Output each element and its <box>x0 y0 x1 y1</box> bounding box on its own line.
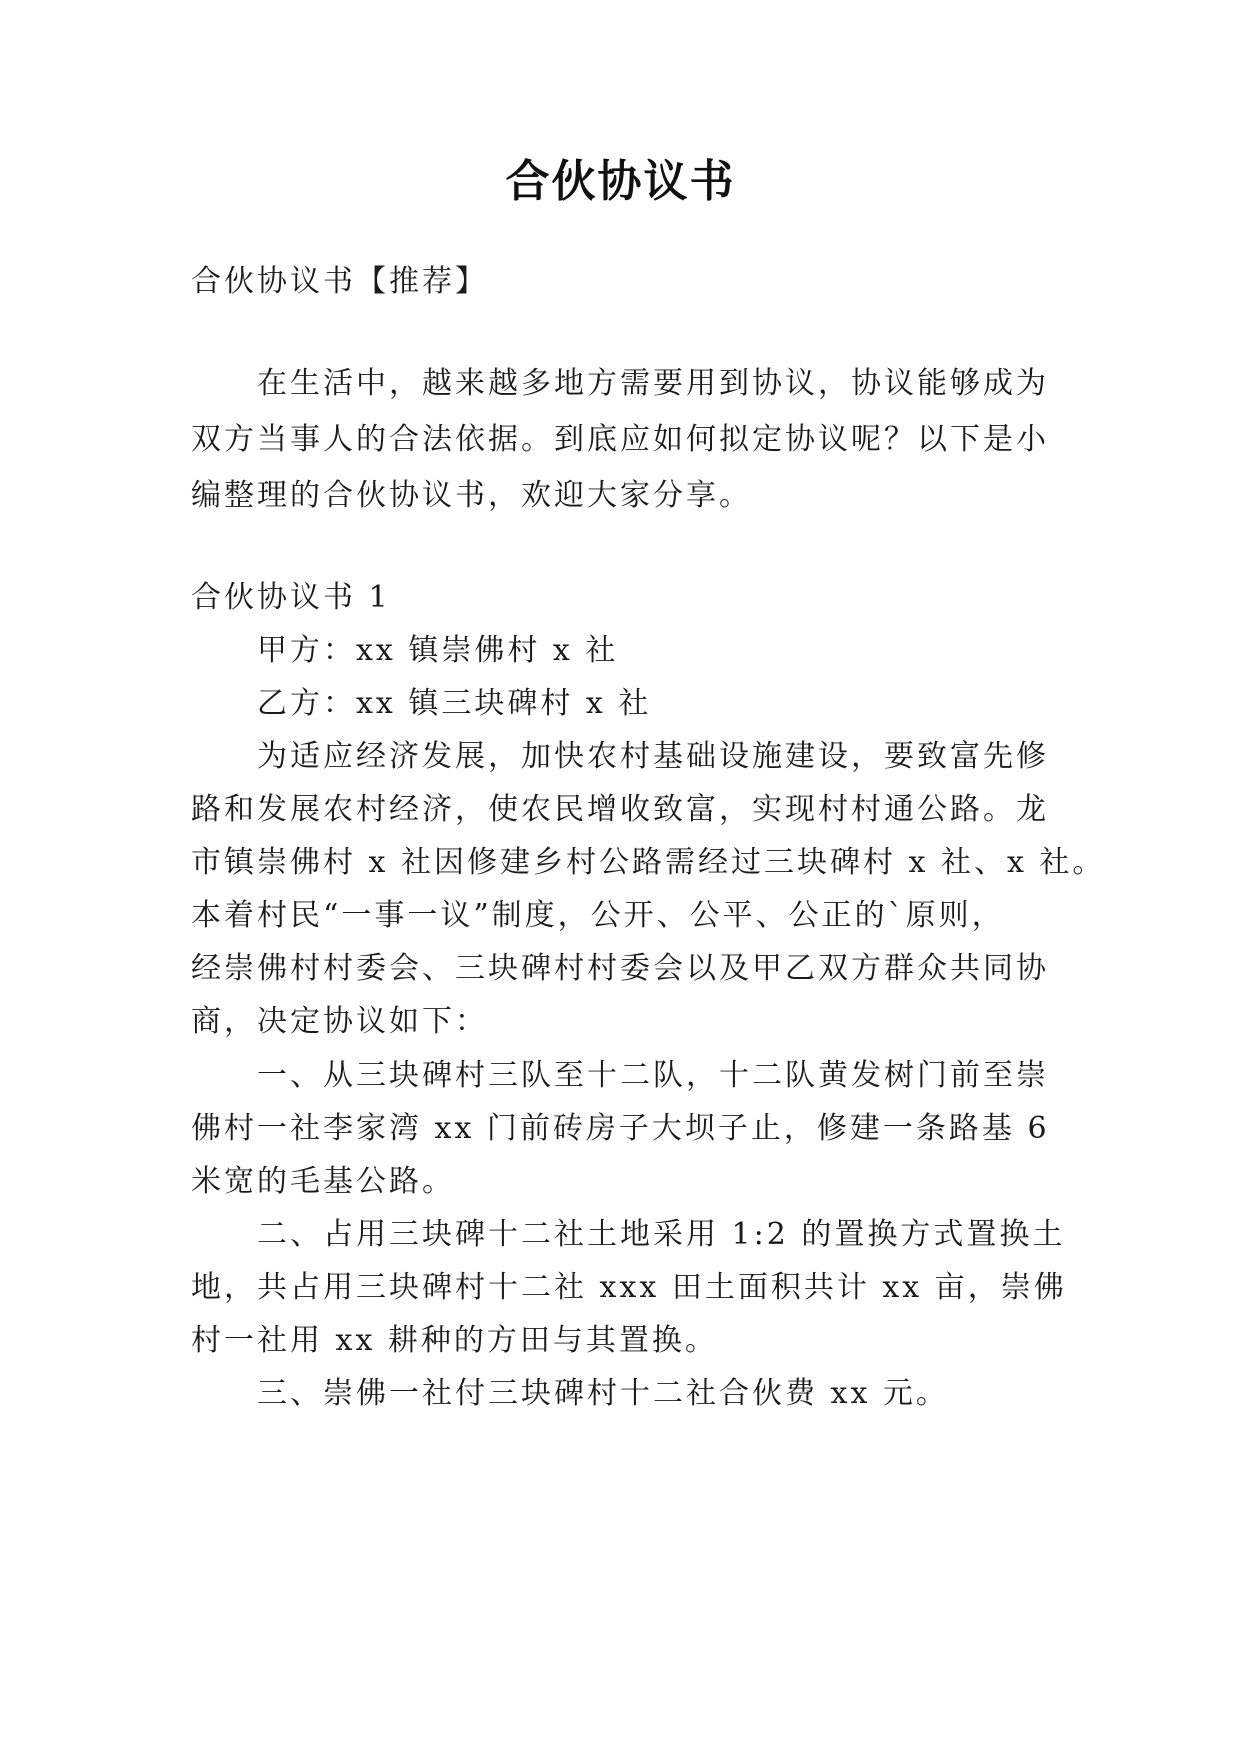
intro-line: 编整理的合伙协议书，欢迎大家分享。 <box>191 478 752 513</box>
preamble-line: 路和发展农村经济，使农民增收致富，实现村村通公路。龙 <box>191 792 1049 827</box>
document-subtitle: 合伙协议书【推荐】 <box>191 264 488 299</box>
intro-line: 在生活中，越来越多地方需要用到协议，协议能够成为 <box>257 366 1049 401</box>
clause-2-line: 地，共占用三块碑村十二社 xxx 田土面积共计 xx 亩，崇佛 <box>191 1270 1067 1305</box>
preamble-line: 为适应经济发展，加快农村基础设施建设，要致富先修 <box>257 739 1049 774</box>
party-b: 乙方：xx 镇三块碑村 x 社 <box>257 686 652 721</box>
section-heading: 合伙协议书 1 <box>191 580 391 615</box>
clause-1-line: 佛村一社李家湾 xx 门前砖房子大坝子止，修建一条路基 6 <box>191 1111 1050 1146</box>
preamble-line: 本着村民“一事一议”制度，公开、公平、公正的`原则， <box>191 898 1005 933</box>
preamble-line: 经崇佛村村委会、三块碑村村委会以及甲乙双方群众共同协 <box>191 951 1049 986</box>
party-a: 甲方：xx 镇崇佛村 x 社 <box>257 633 619 668</box>
clause-1-line: 米宽的毛基公路。 <box>191 1164 455 1199</box>
clause-2-line: 村一社用 xx 耕种的方田与其置换。 <box>191 1323 718 1358</box>
preamble-line: 市镇崇佛村 x 社因修建乡村公路需经过三块碑村 x 社、x 社。 <box>191 845 1106 880</box>
preamble-line: 商，决定协议如下： <box>191 1004 488 1039</box>
clause-2-line: 二、占用三块碑十二社土地采用 1:2 的置换方式置换土 <box>257 1217 1066 1252</box>
intro-line: 双方当事人的合法依据。到底应如何拟定协议呢？以下是小 <box>191 422 1049 457</box>
clause-3-line: 三、崇佛一社付三块碑村十二社合伙费 xx 元。 <box>257 1376 949 1411</box>
clause-1-line: 一、从三块碑村三队至十二队，十二队黄发树门前至崇 <box>257 1058 1049 1093</box>
document-title: 合伙协议书 <box>505 156 736 207</box>
